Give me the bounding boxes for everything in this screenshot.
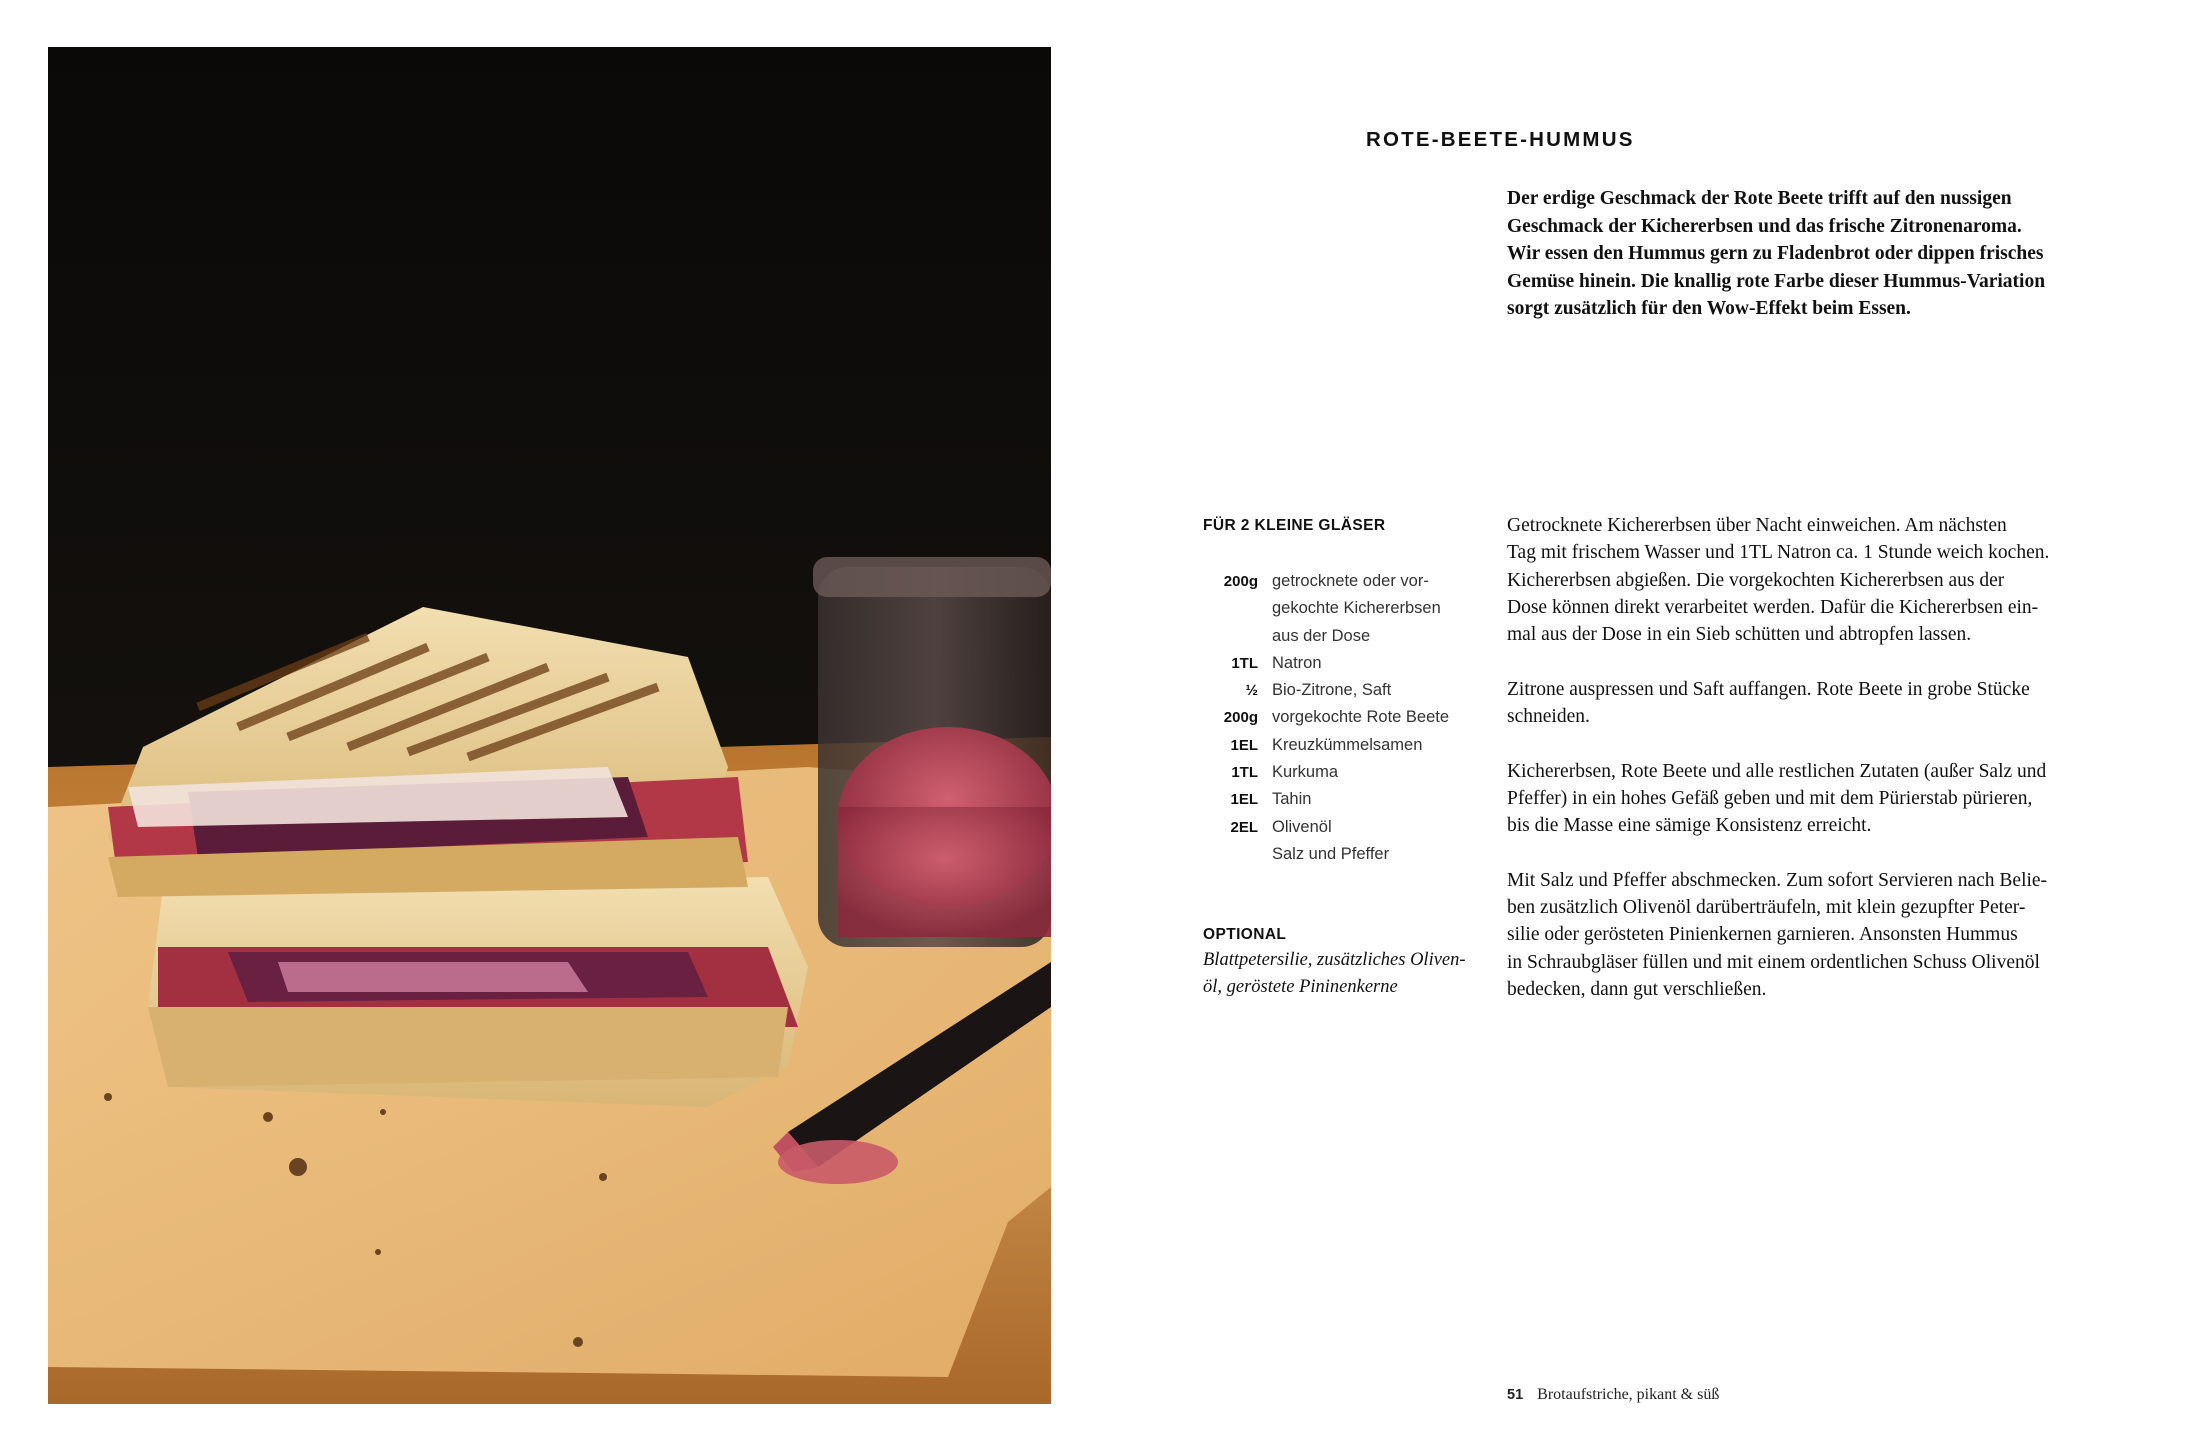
ingredient-quantity: 1EL — [1230, 791, 1258, 809]
recipe-method — [1507, 512, 2097, 1031]
intro-line: sorgt zusätzlich für den Wow-Effekt beim Essen. — [1507, 298, 1911, 319]
ingredient-name: vorgekochte Rote Beete — [1272, 708, 1450, 727]
method-line: bedecken, dann gut verschließen. — [1507, 979, 1767, 1001]
method-line: Zitrone auspressen und Saft auffangen. Rote Beete in grobe Stücke — [1507, 678, 2030, 700]
method-line: silie oder gerösteten Pinienkernen garnieren. Ansonsten Hummus — [1507, 924, 2018, 946]
ingredient-quantity — [1203, 841, 1272, 868]
method-line: Kichererbsen abgießen. Die vorgekochten Kichererbsen aus der — [1507, 569, 2005, 591]
ingredient-name: Kreuzkümmelsamen — [1272, 735, 1423, 754]
method-line: Kichererbsen, Rote Beete und alle restlichen Zutaten (außer Salz und — [1507, 760, 2047, 782]
method-line: Dose können direkt verarbeitet werden. Dafür die Kichererbsen ein- — [1507, 596, 2039, 618]
method-line: mal aus der Dose in ein Sieb schütten und abtropfen lassen. — [1507, 624, 1972, 646]
grilled-sandwich-with-beet-hummus-photo-icon — [48, 47, 1051, 1404]
ingredient-row — [1203, 786, 1493, 813]
page-number: 51 — [1507, 1387, 1524, 1403]
ingredient-name: Olivenöl — [1272, 817, 1332, 836]
optional-ingredients — [1203, 947, 1503, 1002]
optional-line: Blattpetersilie, zusätzliches Oliven- — [1203, 950, 1466, 970]
ingredient-row — [1203, 814, 1493, 841]
ingredients-heading: FÜR 2 KLEINE GLÄSER — [1203, 517, 1386, 534]
method-line: bis die Masse eine sämige Konsistenz erreicht. — [1507, 815, 1872, 837]
optional-line: öl, geröstete Pininenkerne — [1203, 977, 1398, 998]
ingredient-quantity: ½ — [1245, 682, 1258, 700]
ingredient-row — [1203, 841, 1493, 868]
method-paragraph — [1507, 867, 2097, 1003]
method-paragraph — [1507, 758, 2097, 840]
ingredient-name: aus der Dose — [1272, 626, 1371, 645]
method-line: in Schraubgläser füllen und mit einem ordentlichen Schuss Olivenöl — [1507, 951, 2040, 973]
ingredient-name: Kurkuma — [1272, 763, 1339, 782]
ingredient-row — [1203, 623, 1493, 650]
ingredient-name: Bio-Zitrone, Saft — [1272, 681, 1392, 700]
intro-line: Wir essen den Hummus gern zu Fladenbrot oder dippen frisches — [1507, 243, 2044, 264]
ingredient-quantity: 1EL — [1230, 736, 1258, 754]
ingredient-row — [1203, 595, 1493, 622]
method-line: Pfeffer) in ein hohes Gefäß geben und mit dem Pürierstab pürieren, — [1507, 787, 2033, 809]
recipe-intro — [1507, 185, 2087, 323]
ingredient-row — [1203, 650, 1493, 677]
method-line: Tag mit frischem Wasser und 1TL Natron ca. 1 Stunde weich kochen. — [1507, 542, 2050, 564]
intro-line: Gemüse hinein. Die knallig rote Farbe dieser Hummus-Variation — [1507, 270, 2046, 292]
chapter-title: Brotaufstriche, pikant & süß — [1537, 1386, 1720, 1403]
method-line: Getrocknete Kichererbsen über Nacht einweichen. Am nächsten — [1507, 515, 2007, 536]
ingredient-row — [1203, 732, 1493, 759]
ingredient-quantity: 1TL — [1231, 764, 1258, 782]
ingredients-list — [1203, 568, 1493, 868]
ingredient-row — [1203, 568, 1493, 595]
method-paragraph — [1507, 676, 2097, 731]
ingredient-name: Natron — [1272, 653, 1322, 672]
recipe-title: ROTE-BEETE-HUMMUS — [1366, 128, 1635, 151]
ingredient-quantity: 200g — [1223, 709, 1258, 727]
page-footer — [1507, 1386, 1719, 1404]
method-paragraph — [1507, 512, 2097, 648]
ingredient-quantity: 2EL — [1230, 818, 1258, 836]
intro-line: Der erdige Geschmack der Rote Beete trifft auf den nussigen — [1507, 188, 2012, 209]
ingredient-quantity: 200g — [1223, 573, 1258, 590]
method-line: Mit Salz und Pfeffer abschmecken. Zum sofort Servieren nach Belie- — [1507, 869, 2048, 891]
ingredient-quantity: 1TL — [1231, 654, 1258, 672]
intro-line: Geschmack der Kichererbsen und das frische Zitronenaroma. — [1507, 215, 2022, 237]
method-line: ben zusätzlich Olivenöl darüberträufeln, mit klein gezupfter Peter- — [1507, 897, 2026, 919]
ingredient-row — [1203, 704, 1493, 731]
method-line: schneiden. — [1507, 706, 1590, 728]
ingredient-quantity — [1203, 623, 1272, 650]
ingredient-name: Salz und Pfeffer — [1272, 844, 1390, 863]
ingredient-name: gekochte Kichererbsen — [1272, 599, 1441, 618]
sandwich-photo — [48, 47, 1051, 1404]
ingredient-row — [1203, 677, 1493, 704]
ingredient-name: getrocknete oder vor- — [1272, 572, 1429, 590]
ingredient-quantity — [1203, 595, 1272, 622]
ingredient-row — [1203, 759, 1493, 786]
optional-heading: OPTIONAL — [1203, 926, 1287, 943]
ingredient-name: Tahin — [1272, 790, 1312, 809]
